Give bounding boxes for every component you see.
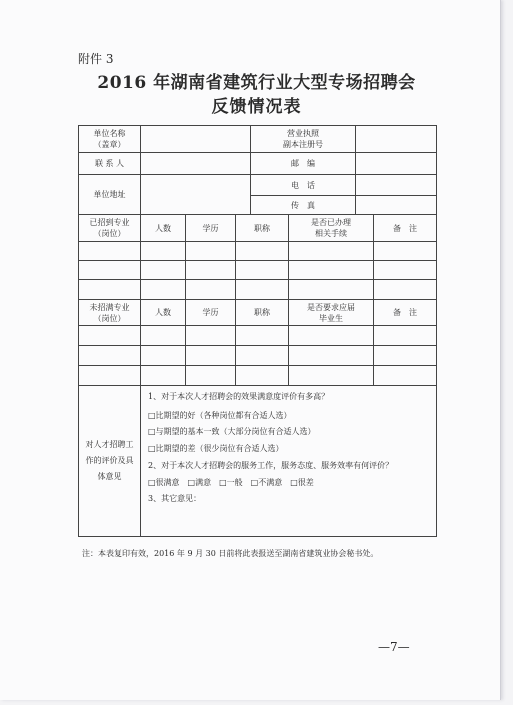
fax-field[interactable]: [356, 196, 436, 214]
phone-label: 电 话: [291, 180, 315, 190]
unit-name-label: 单位名称 （盖章）: [93, 129, 126, 149]
fax-label: 传 真: [291, 200, 315, 210]
attachment-label: 附件 3: [78, 52, 114, 66]
page-number: —7—: [378, 640, 410, 654]
postcode-field[interactable]: [356, 153, 436, 174]
hired-col-procedures: 是否已办理 相关手续: [311, 218, 351, 238]
q1-option-as-expected[interactable]: □与期望的基本一致（大部分岗位有合适人选）: [148, 427, 316, 436]
table-rule: [78, 325, 437, 326]
contact-field[interactable]: [141, 153, 250, 174]
license-label: 营业执照 副本注册号: [283, 129, 323, 149]
question-2: 2、对于本次人才招聘会的服务工作，服务态度、服务效率有何评价？: [148, 461, 394, 470]
hired-col-count: 人数: [155, 223, 171, 233]
unfilled-col-remarks: 备 注: [393, 308, 417, 317]
q1-option-worse[interactable]: □比期望的差（很少岗位有合适人选）: [148, 444, 284, 453]
address-field[interactable]: [141, 175, 250, 214]
table-rule: [78, 365, 437, 366]
q2-options[interactable]: □很满意 □满意 □一般 □不满意 □很差: [148, 478, 314, 487]
unfilled-col-count: 人数: [155, 308, 171, 317]
hired-col-education: 学历: [202, 223, 219, 233]
table-rule: [140, 385, 141, 536]
page-title: 2016 年湖南省建筑行业大型专场招聘会: [97, 73, 416, 93]
question-1: 1、对于本次人才招聘会的效果满意度评价有多高？: [148, 392, 330, 401]
unfilled-col-position: 未招满专业 （岗位）: [89, 302, 130, 323]
q1-option-better[interactable]: □比期望的好（各种岗位都有合适人选）: [148, 411, 292, 420]
address-label: 单位地址: [93, 190, 126, 199]
unfilled-col-graduate: 是否要求应届 毕业生: [307, 302, 355, 323]
unit-name-field[interactable]: [141, 126, 250, 152]
table-rule: [78, 536, 437, 537]
table-rule: [78, 260, 437, 261]
unfilled-col-education: 学历: [202, 308, 219, 317]
table-rule: [78, 279, 437, 280]
table-rule: [78, 345, 437, 346]
evaluation-label: 对人才招聘工 作的评价及具 体意见: [85, 440, 134, 481]
footer-note: 注：本表复印有效，2016 年 9 月 30 日前将此表报送至湖南省建筑业协会秘书处。: [82, 549, 379, 558]
question-3: 3、其它意见：: [148, 494, 202, 503]
table-rule: [78, 241, 437, 242]
page-subtitle: 反馈情况表: [211, 97, 302, 117]
table-rule: [436, 125, 437, 537]
postcode-label: 邮 编: [291, 159, 315, 168]
hired-col-position: 已招到专业 （岗位）: [89, 218, 130, 238]
contact-label: 联 系 人: [94, 159, 125, 168]
hired-col-title: 职称: [254, 223, 270, 233]
phone-field[interactable]: [356, 175, 436, 195]
unfilled-col-title: 职称: [254, 308, 270, 317]
hired-col-remarks: 备 注: [393, 223, 417, 233]
license-field[interactable]: [356, 126, 436, 152]
